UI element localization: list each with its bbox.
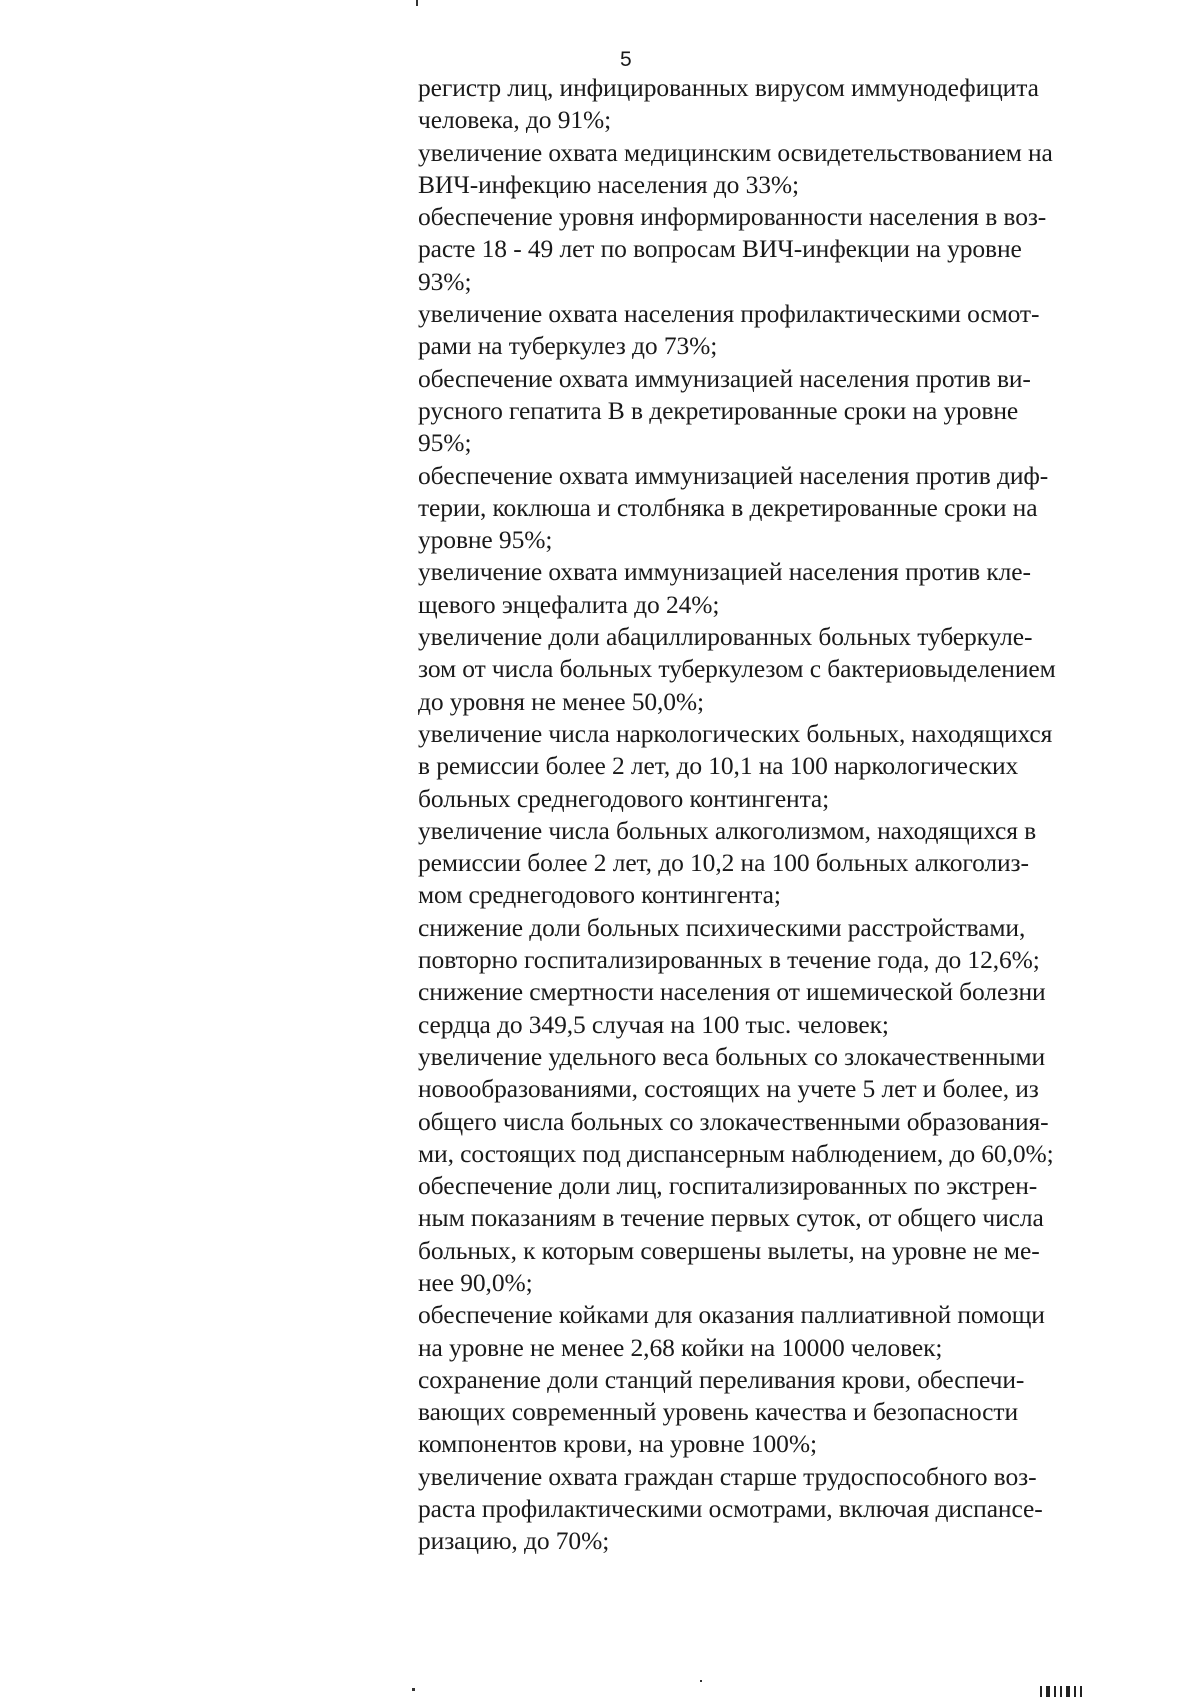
list-item-tb-abacillation: увеличение доли абациллированных больных туберкуле- зом от числа больных туберкулезом с бактериовыделением до уровня не менее 50,0%; (418, 622, 1056, 716)
barcode-bar (1046, 1686, 1050, 1697)
list-item-hiv-testing: увеличение охвата медицинским освидетельствованием на ВИЧ-инфекцию населения до 33%; (418, 137, 1053, 199)
barcode-bar (1074, 1686, 1076, 1697)
scan-artifact-bottom-mid (700, 1680, 702, 1682)
barcode-bar (1040, 1686, 1042, 1697)
barcode-bar (1080, 1686, 1082, 1697)
list-item-emergency-hospitalization: обеспечение доли лиц, госпитализированных по экстрен- ным показаниям в течение первых суток, от общего числа больных, к которым совершены вылеты, на уровне не ме- нее 90,0%; (418, 1171, 1044, 1297)
list-item-alcoholism-remission: увеличение числа больных алкоголизмом, находящихся в ремиссии более 2 лет, до 10,2 на 100 больных алкоголиз- мом среднегодового контингента; (418, 815, 1037, 910)
list-item-palliative-beds: обеспечение койками для оказания паллиативной помощи на уровне не менее 2,68 койки на 10000 человек; (418, 1300, 1045, 1362)
barcode-bar (1054, 1686, 1056, 1697)
barcode-bar (1066, 1686, 1070, 1697)
list-item-psychiatric-rehospitalization: снижение доли больных психическими расстройствами, повторно госпитализированных в течение года, до 12,6%; (418, 912, 1040, 975)
barcode-marks (1040, 1686, 1082, 1697)
list-item-elderly-checkups: увеличение охвата граждан старше трудоспособного воз- раста профилактическими осмотрами, включая диспансе- ризацию, до 70%; (418, 1461, 1043, 1556)
barcode-bar (1060, 1686, 1062, 1697)
document-body (418, 72, 1158, 1558)
list-item-oncology-survival: увеличение удельного веса больных со злокачественными новообразованиями, состоящих на учете 5 лет и более, из общего числа больных со злокачественными образования- ми, состоящих под диспансерным наблюдением, до 60,0%; (418, 1041, 1054, 1168)
list-item-hiv-awareness: обеспечение уровня информированности населения в воз- расте 18 - 49 лет по вопросам ВИЧ-инфекции на уровне 93%; (418, 202, 1047, 296)
list-item-hepatitis-b-immunization: обеспечение охвата иммунизацией населения против ви- русного гепатита В в декретированные сроки на уровне 95%; (418, 363, 1031, 458)
list-item-narcology-remission: увеличение числа наркологических больных, находящихся в ремиссии более 2 лет, до 10,1 на 100 наркологических больных среднегодового контингента; (418, 718, 1053, 813)
list-item-dtp-immunization: обеспечение охвата иммунизацией населения против диф- терии, коклюша и столбняка в декретированные сроки на уровне 95%; (418, 460, 1049, 555)
list-item-tb-screening: увеличение охвата населения профилактическими осмот- рами на туберкулез до 73%; (418, 299, 1040, 361)
scan-artifact-bottom-left (412, 1688, 415, 1691)
scan-artifact-top (416, 0, 418, 6)
list-item-ischemic-mortality: снижение смертности населения от ишемической болезни сердца до 349,5 случая на 100 тыс. человек; (418, 977, 1046, 1039)
list-item-blood-stations: сохранение доли станций переливания крови, обеспечи- вающих современный уровень качества и безопасности компонентов крови, на уровне 100%; (418, 1364, 1025, 1459)
list-item-tick-encephalitis-immunization: увеличение охвата иммунизацией населения против кле- щевого энцефалита до 24%; (418, 557, 1031, 619)
list-item-hiv-register: регистр лиц, инфицированных вирусом иммунодефицита человека, до 91%; (418, 73, 1039, 135)
page-number: 5 (620, 48, 632, 71)
